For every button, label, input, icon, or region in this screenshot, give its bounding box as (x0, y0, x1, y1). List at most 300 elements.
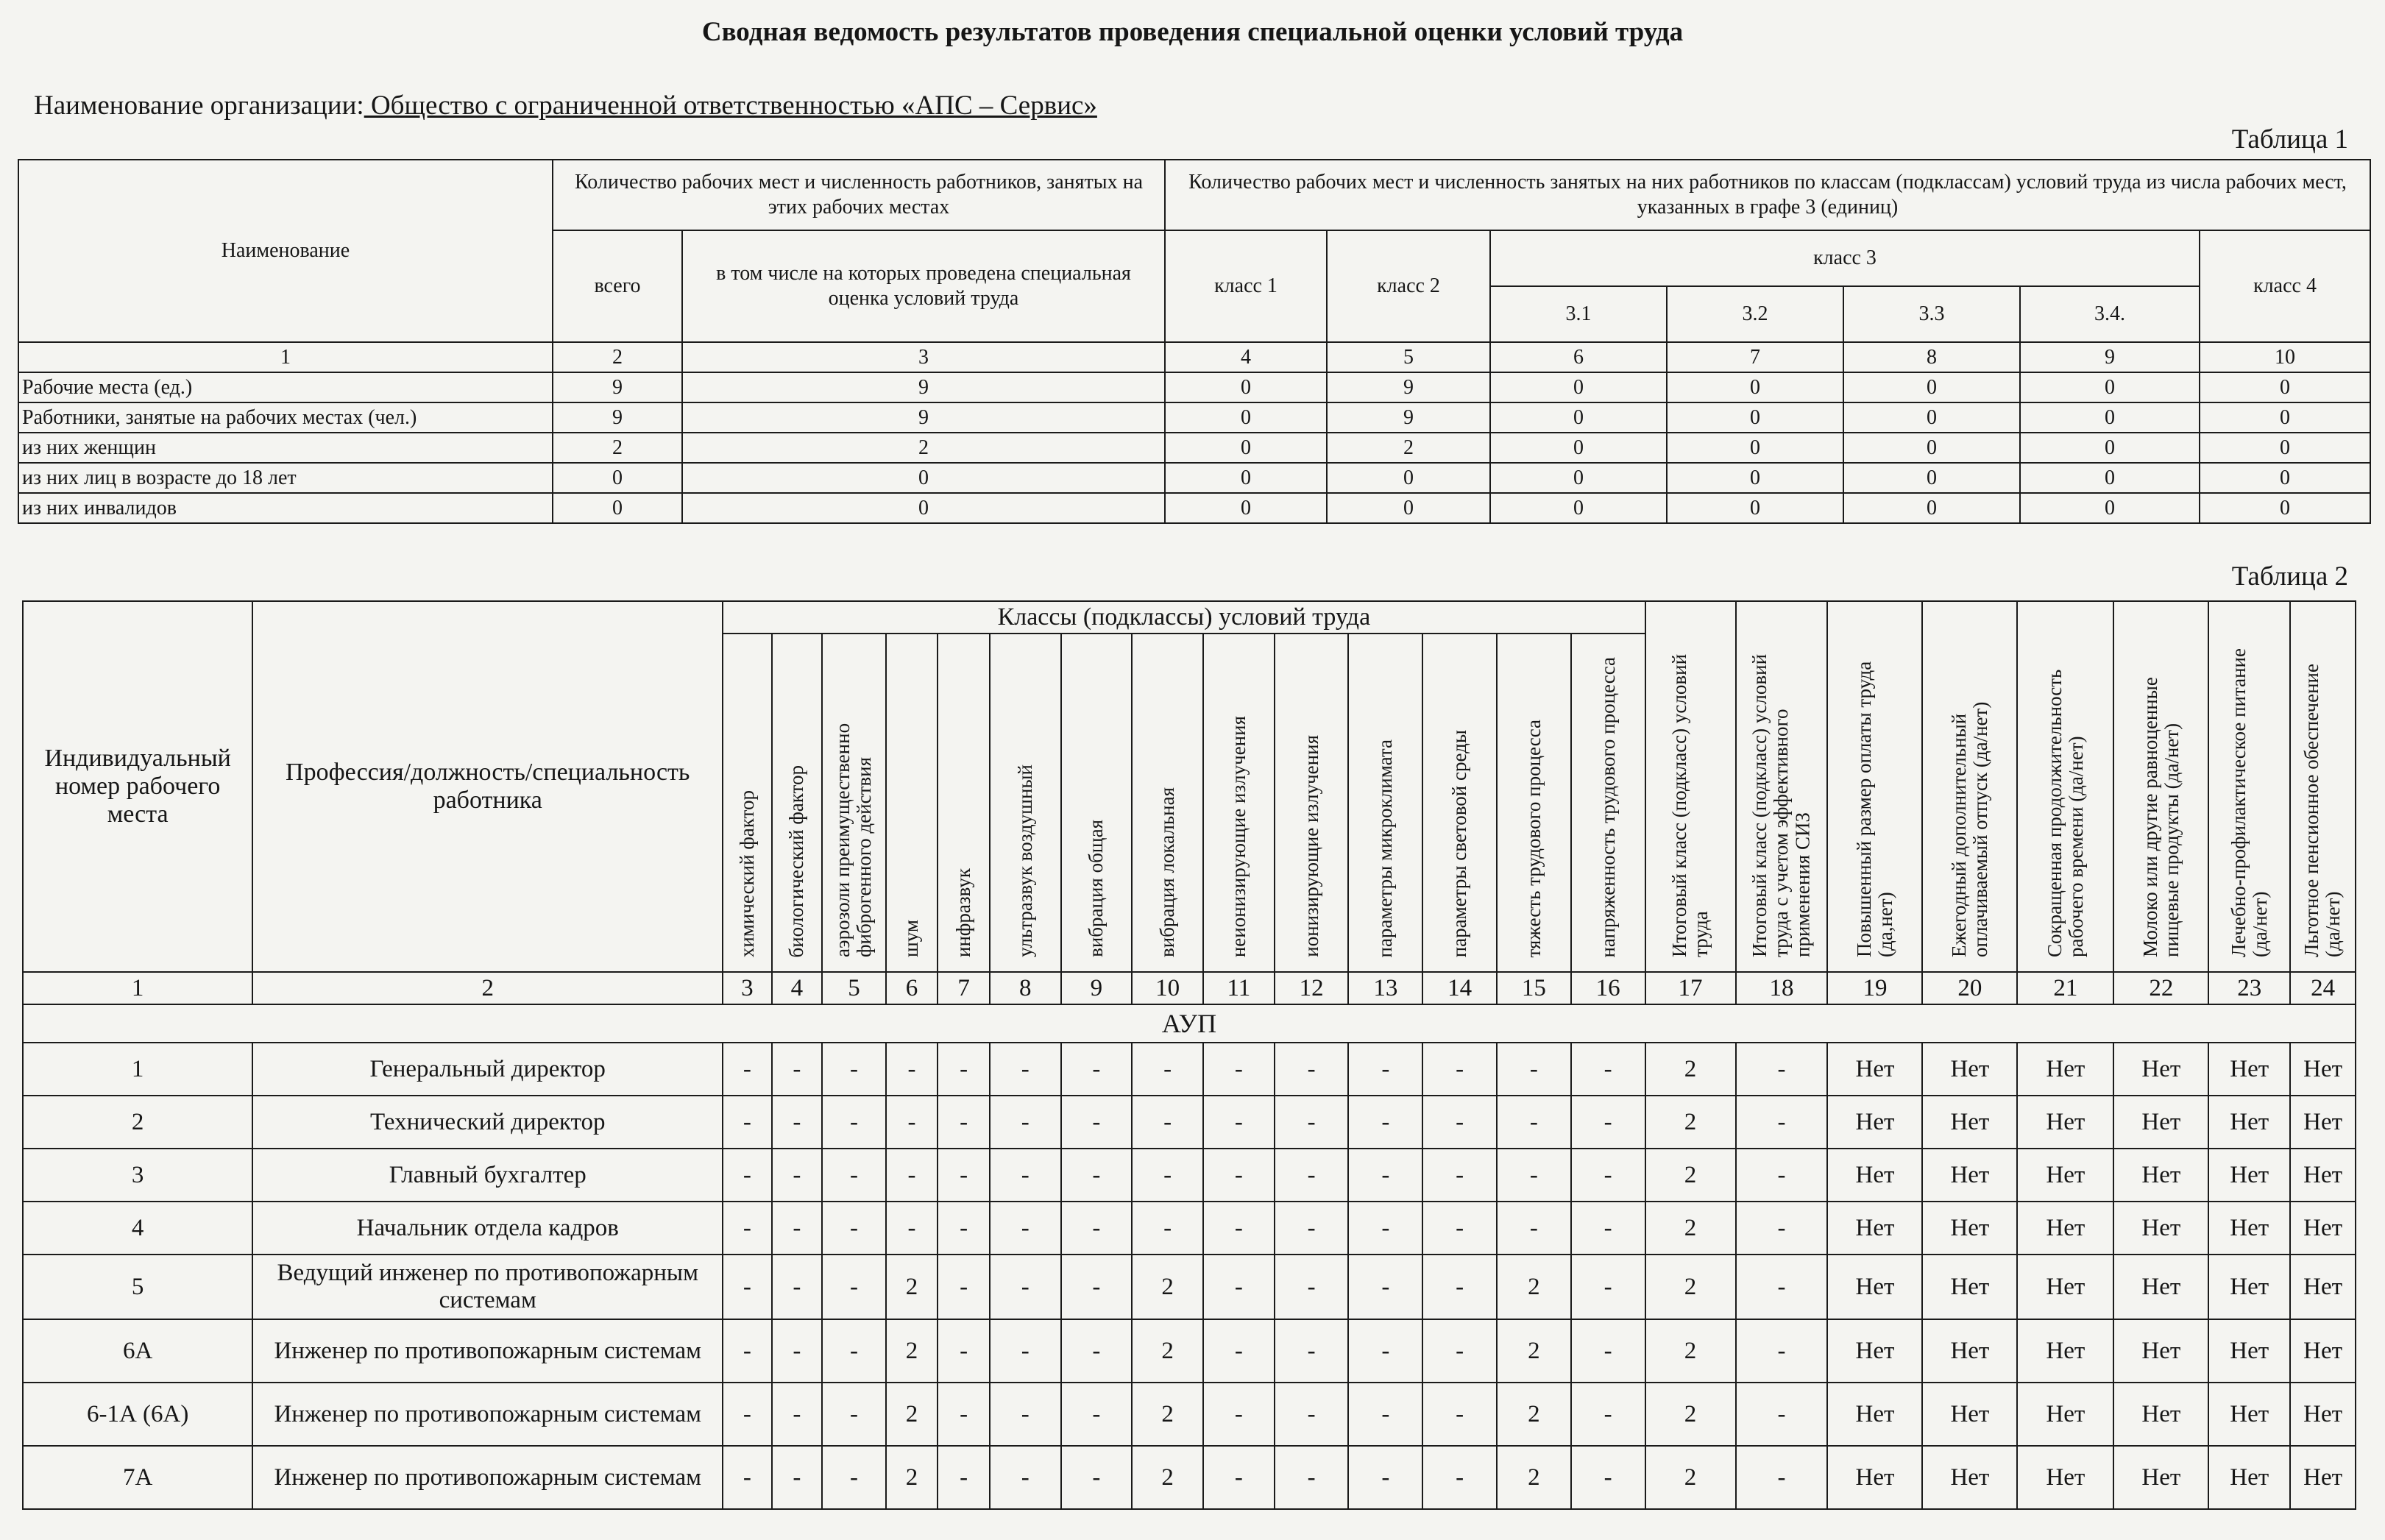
t2-header-factor-label: параметры микроклимата (1374, 739, 1397, 958)
t1-cell: 0 (2200, 463, 2370, 493)
t2-cell: Нет (1922, 1255, 2017, 1319)
t2-cell: - (822, 1383, 886, 1446)
t2-col-number: 16 (1571, 972, 1645, 1004)
t2-row-profession: Главный бухгалтер (252, 1149, 723, 1202)
t2-cell: Нет (1827, 1202, 1922, 1255)
t2-cell: - (772, 1096, 823, 1149)
t2-cell: - (1348, 1319, 1422, 1383)
t2-cell: - (1736, 1319, 1828, 1383)
t2-cell: - (1061, 1446, 1133, 1509)
t2-body (23, 1043, 2356, 1509)
t2-cell: - (822, 1446, 886, 1509)
t2-row-id: 5 (23, 1255, 252, 1319)
t2-cell: Нет (2208, 1096, 2290, 1149)
t2-cell: 2 (886, 1319, 938, 1383)
t2-cell: 2 (1497, 1446, 1571, 1509)
t2-header-extra-label: Ежегодный дополнительный оплачиваемый отпуск (да/нет) (1947, 701, 1991, 958)
t2-cell: Нет (1922, 1043, 2017, 1096)
t2-col-number: 24 (2290, 972, 2356, 1004)
t2-col-number: 7 (938, 972, 990, 1004)
t2-cell: - (886, 1202, 938, 1255)
t2-col-number: 22 (2113, 972, 2208, 1004)
t1-col-number: 1 (18, 342, 553, 372)
organization-label: Наименование организации: (34, 91, 364, 121)
t2-cell: Нет (1922, 1319, 2017, 1383)
t2-header-extra-label: Сокращенная продолжительность рабочего времени (да/нет) (2043, 669, 2087, 958)
t2-cell: - (723, 1319, 772, 1383)
t1-header-group2: Количество рабочих мест и численность занятых на них работников по классам (подклассам) условий труда из числа рабочих мест, указанных в графе 3 (единиц) (1165, 160, 2370, 230)
t2-cell: Нет (2208, 1043, 2290, 1096)
t1-row-name: из них инвалидов (18, 493, 553, 523)
t2-col-number: 3 (723, 972, 772, 1004)
t1-header-assessed: в том числе на которых проведена специальная оценка условий труда (682, 230, 1165, 342)
t2-cell: 2 (1645, 1383, 1736, 1446)
t2-cell: - (990, 1202, 1061, 1255)
t2-header-factor (723, 634, 772, 972)
t2-col-number: 12 (1275, 972, 1349, 1004)
t2-cell: - (1497, 1043, 1571, 1096)
t2-col-number: 17 (1645, 972, 1736, 1004)
t2-cell: 2 (1497, 1319, 1571, 1383)
t2-cell: - (822, 1202, 886, 1255)
t2-header-factor (822, 634, 886, 972)
t2-cell: 2 (886, 1255, 938, 1319)
t2-cell: 2 (1132, 1255, 1203, 1319)
t2-header-extra (1645, 601, 1736, 972)
t1-cell: 0 (1667, 433, 1843, 463)
t2-cell: - (1422, 1383, 1497, 1446)
t2-cell: Нет (2017, 1149, 2113, 1202)
t2-cell: Нет (2113, 1446, 2208, 1509)
t2-header-factor (1348, 634, 1422, 972)
t2-header-profession: Профессия/должность/специальность работника (252, 601, 723, 972)
t2-cell: - (1203, 1096, 1275, 1149)
t1-col-number: 10 (2200, 342, 2370, 372)
t2-cell: - (1571, 1202, 1645, 1255)
t2-cell: Нет (2017, 1096, 2113, 1149)
t2-cell: Нет (2017, 1319, 2113, 1383)
t2-cell: - (886, 1096, 938, 1149)
t2-header-factor (1422, 634, 1497, 972)
t2-header-extra-label: Итоговый класс (подкласс) условий труда с учетом эффективного применения СИЗ (1748, 654, 1814, 958)
t1-cell: 0 (1490, 433, 1667, 463)
t2-cell: - (1571, 1446, 1645, 1509)
t2-cell: - (772, 1255, 823, 1319)
t2-col-number: 21 (2017, 972, 2113, 1004)
t2-cell: - (990, 1383, 1061, 1446)
t1-header-sub: 3.2 (1667, 286, 1843, 342)
t2-cell: - (723, 1043, 772, 1096)
t2-header-extra (2113, 601, 2208, 972)
t1-cell: 0 (1165, 493, 1327, 523)
t2-header-extra-label: Повышенный размер оплаты труда (да,нет) (1852, 661, 1896, 958)
t2-cell: - (1061, 1319, 1133, 1383)
t2-col-number: 19 (1827, 972, 1922, 1004)
t1-cell: 9 (1327, 372, 1490, 402)
t2-cell: Нет (2290, 1383, 2356, 1446)
t2-header-extra-label: Итоговый класс (подкласс) условий труда (1668, 654, 1712, 958)
t2-header-id: Индивидуальный номер рабочего места (23, 601, 252, 972)
t2-header-factor (772, 634, 823, 972)
t2-row (23, 1319, 2356, 1383)
t2-row-id: 4 (23, 1202, 252, 1255)
t1-row (18, 433, 2370, 463)
t1-col-number: 6 (1490, 342, 1667, 372)
t2-cell: - (1061, 1383, 1133, 1446)
t2-cell: Нет (1827, 1043, 1922, 1096)
t2-cell: - (938, 1319, 990, 1383)
t2-header-factor-label: биологический фактор (785, 764, 808, 958)
t2-cell: Нет (2113, 1096, 2208, 1149)
t1-cell: 0 (2020, 493, 2200, 523)
t2-cell: - (1061, 1043, 1133, 1096)
t2-cell: - (1275, 1096, 1349, 1149)
t2-row (23, 1043, 2356, 1096)
t2-header-extra-label: Льготное пенсионное обеспечение (да/нет) (2300, 664, 2345, 958)
t2-cell: - (990, 1255, 1061, 1319)
t2-row-profession: Инженер по противопожарным системам (252, 1319, 723, 1383)
t2-cell: - (990, 1319, 1061, 1383)
t2-cell: Нет (2017, 1255, 2113, 1319)
t2-header-extra-label: Лечебно-профилактическое питание (да/нет) (2227, 648, 2271, 958)
t2-cell: - (1132, 1149, 1203, 1202)
t2-cell: Нет (2290, 1446, 2356, 1509)
t2-cell: 2 (1132, 1383, 1203, 1446)
t1-cell: 0 (553, 463, 682, 493)
t2-header-factor-label: неионизирующие излучения (1227, 715, 1250, 958)
t1-row-name: Рабочие места (ед.) (18, 372, 553, 402)
t2-cell: - (772, 1446, 823, 1509)
t2-cell: Нет (2208, 1446, 2290, 1509)
t1-col-number: 2 (553, 342, 682, 372)
t2-cell: - (723, 1202, 772, 1255)
t2-col-number: 20 (1922, 972, 2017, 1004)
t2-cell: Нет (1827, 1149, 1922, 1202)
t2-cell: 2 (1645, 1202, 1736, 1255)
t2-cell: - (1736, 1096, 1828, 1149)
t2-cell: - (1061, 1202, 1133, 1255)
t1-row (18, 402, 2370, 433)
t2-cell: - (1061, 1149, 1133, 1202)
t2-cell: Нет (2208, 1255, 2290, 1319)
t2-cell: - (1571, 1096, 1645, 1149)
t1-cell: 0 (2200, 493, 2370, 523)
t1-header-sub: 3.4. (2020, 286, 2200, 342)
t1-cell: 0 (1667, 463, 1843, 493)
t2-cell: - (938, 1149, 990, 1202)
t2-cell: Нет (2290, 1043, 2356, 1096)
t2-cell: - (723, 1383, 772, 1446)
t2-cell: - (1348, 1149, 1422, 1202)
t1-row-name: из них женщин (18, 433, 553, 463)
t2-col-number: 6 (886, 972, 938, 1004)
document-title: Сводная ведомость результатов проведения специальной оценки условий труда (701, 17, 1684, 47)
t2-cell: Нет (2290, 1202, 2356, 1255)
t2-cell: - (1422, 1446, 1497, 1509)
t1-cell: 0 (2020, 463, 2200, 493)
t2-cell: Нет (1922, 1446, 2017, 1509)
t1-cell: 0 (1165, 372, 1327, 402)
t2-row-profession: Инженер по противопожарным системам (252, 1383, 723, 1446)
t2-cell: - (1348, 1043, 1422, 1096)
t2-cell: - (1497, 1202, 1571, 1255)
t2-row (23, 1149, 2356, 1202)
t2-cell: - (772, 1149, 823, 1202)
t2-header-factor (1571, 634, 1645, 972)
t1-header-class4: класс 4 (2200, 230, 2370, 342)
t2-cell: Нет (2113, 1383, 2208, 1446)
t2-cell: Нет (2208, 1202, 2290, 1255)
t2-cell: - (1203, 1383, 1275, 1446)
t2-header-factor-label: ультразвук воздушный (1013, 764, 1036, 958)
t2-cell: Нет (2017, 1202, 2113, 1255)
t2-cell: - (938, 1202, 990, 1255)
t2-col-number: 11 (1203, 972, 1275, 1004)
t1-cell: 0 (1667, 493, 1843, 523)
t1-cell: 0 (682, 493, 1165, 523)
t1-header-sub: 3.3 (1843, 286, 2020, 342)
t2-cell: - (1275, 1202, 1349, 1255)
t1-body (18, 372, 2370, 523)
t2-cell: 2 (1645, 1319, 1736, 1383)
t2-cell: - (1422, 1096, 1497, 1149)
t2-cell: - (990, 1043, 1061, 1096)
t2-cell: - (1497, 1149, 1571, 1202)
t2-row (23, 1096, 2356, 1149)
t2-row (23, 1446, 2356, 1509)
t1-cell: 9 (553, 402, 682, 433)
t2-row-id: 3 (23, 1149, 252, 1202)
t2-header-factor (938, 634, 990, 972)
t2-header-factor-label: химический фактор (735, 789, 758, 958)
t2-cell: Нет (2113, 1319, 2208, 1383)
t2-header-extra (2017, 601, 2113, 972)
t2-header-factor (990, 634, 1061, 972)
t2-header-extra (2290, 601, 2356, 972)
t2-cell: Нет (2113, 1149, 2208, 1202)
t2-cell: Нет (2017, 1043, 2113, 1096)
t2-cell: - (822, 1255, 886, 1319)
t1-row (18, 493, 2370, 523)
table2-label: Таблица 2 (2231, 561, 2348, 592)
t2-cell: - (822, 1149, 886, 1202)
t1-cell: 0 (1165, 433, 1327, 463)
t2-cell: - (990, 1096, 1061, 1149)
t2-row-profession: Начальник отдела кадров (252, 1202, 723, 1255)
t2-col-number: 4 (772, 972, 823, 1004)
t2-cell: - (1422, 1149, 1497, 1202)
t1-cell: 0 (1490, 493, 1667, 523)
t2-cell: - (938, 1255, 990, 1319)
t2-header-extra-label: Молоко или другие равноценные пищевые продукты (да/нет) (2138, 677, 2183, 958)
t2-cell: Нет (1827, 1096, 1922, 1149)
t1-row-name: из них лиц в возрасте до 18 лет (18, 463, 553, 493)
t2-cell: - (772, 1319, 823, 1383)
t1-header-name: Наименование (18, 160, 553, 342)
t2-cell: - (1422, 1202, 1497, 1255)
t1-cell: 2 (553, 433, 682, 463)
t2-section-title: АУП (23, 1004, 2356, 1043)
t1-cell: 0 (2200, 372, 2370, 402)
t2-cell: - (1061, 1096, 1133, 1149)
t1-col-number: 3 (682, 342, 1165, 372)
t2-cell: Нет (1827, 1446, 1922, 1509)
t2-row-profession: Ведущий инженер по противопожарным системам (252, 1255, 723, 1319)
t2-cell: - (1132, 1096, 1203, 1149)
t2-cell: - (1736, 1383, 1828, 1446)
t2-header-factor-label: параметры световой среды (1448, 729, 1470, 958)
t2-cell: - (1736, 1149, 1828, 1202)
t2-row (23, 1383, 2356, 1446)
t2-cell: - (1348, 1255, 1422, 1319)
t2-col-number: 1 (23, 972, 252, 1004)
summary-table (18, 159, 2371, 524)
t1-cell: 9 (682, 402, 1165, 433)
t1-cell: 0 (1165, 402, 1327, 433)
t2-col-number: 2 (252, 972, 723, 1004)
t2-header-factor (1132, 634, 1203, 972)
t1-col-number: 4 (1165, 342, 1327, 372)
t2-cell: - (1061, 1255, 1133, 1319)
t2-cell: 2 (1645, 1149, 1736, 1202)
t1-cell: 0 (1490, 463, 1667, 493)
t1-header-class2: класс 2 (1327, 230, 1490, 342)
t2-cell: - (886, 1043, 938, 1096)
t1-cell: 9 (553, 372, 682, 402)
t1-row-name: Работники, занятые на рабочих местах (чел.) (18, 402, 553, 433)
workplace-table (22, 600, 2356, 1510)
t1-cell: 0 (2200, 433, 2370, 463)
t1-row (18, 463, 2370, 493)
t2-header-factor-label: аэрозоли преимущественно фиброгенного действия (832, 723, 876, 958)
t2-col-number: 23 (2208, 972, 2290, 1004)
t2-cell: 2 (1645, 1043, 1736, 1096)
t2-cell: - (723, 1096, 772, 1149)
t2-header-factor-label: шум (900, 920, 923, 958)
t1-cell: 0 (553, 493, 682, 523)
t2-cell: - (1571, 1383, 1645, 1446)
t2-row (23, 1255, 2356, 1319)
t1-cell: 0 (1165, 463, 1327, 493)
t2-col-number: 9 (1061, 972, 1133, 1004)
t2-row-profession: Генеральный директор (252, 1043, 723, 1096)
t2-cell: - (1203, 1202, 1275, 1255)
t2-cell: - (1203, 1043, 1275, 1096)
t2-header-extra (1827, 601, 1922, 972)
t2-cell: 2 (1645, 1446, 1736, 1509)
t2-header-factor (1203, 634, 1275, 972)
t2-cell: - (822, 1319, 886, 1383)
t2-header-extra (1922, 601, 2017, 972)
t2-cell: Нет (2208, 1149, 2290, 1202)
t2-cell: - (1203, 1255, 1275, 1319)
t2-cell: - (1348, 1446, 1422, 1509)
t2-cell: - (1132, 1043, 1203, 1096)
t2-cell: - (822, 1043, 886, 1096)
t2-cell: - (1422, 1319, 1497, 1383)
t2-cell: - (1736, 1043, 1828, 1096)
t2-col-number: 14 (1422, 972, 1497, 1004)
t2-cell: 2 (1497, 1383, 1571, 1446)
t2-header-extra (2208, 601, 2290, 972)
t2-cell: - (1571, 1319, 1645, 1383)
t2-cell: - (1422, 1255, 1497, 1319)
t1-cell: 9 (682, 372, 1165, 402)
t2-cell: 2 (886, 1446, 938, 1509)
t2-col-number: 15 (1497, 972, 1571, 1004)
t2-cell: - (772, 1043, 823, 1096)
t1-col-number: 7 (1667, 342, 1843, 372)
t2-header-factor-label: ионизирующие излучения (1300, 735, 1322, 958)
t1-col-number: 5 (1327, 342, 1490, 372)
t2-cell: - (1275, 1255, 1349, 1319)
t2-cell: Нет (2017, 1446, 2113, 1509)
t2-header-factor-label: тяжесть трудового процесса (1522, 719, 1545, 958)
t1-cell: 0 (1667, 402, 1843, 433)
t2-cell: Нет (1827, 1383, 1922, 1446)
t2-cell: - (938, 1043, 990, 1096)
t2-cell: - (938, 1446, 990, 1509)
t2-header-factor-label: вибрация общая (1085, 820, 1108, 958)
t2-cell: - (1736, 1202, 1828, 1255)
t1-header-class3: класс 3 (1490, 230, 2200, 286)
t1-cell: 0 (1843, 372, 2020, 402)
t2-cell: Нет (1922, 1096, 2017, 1149)
t2-cell: - (1348, 1096, 1422, 1149)
t2-cell: Нет (1922, 1149, 2017, 1202)
t1-row (18, 372, 2370, 402)
t2-row-id: 6-1А (6А) (23, 1383, 252, 1446)
t2-row-profession: Инженер по противопожарным системам (252, 1446, 723, 1509)
t2-row-profession: Технический директор (252, 1096, 723, 1149)
t2-cell: Нет (2113, 1255, 2208, 1319)
t2-cell: Нет (1922, 1383, 2017, 1446)
t2-cell: - (1275, 1149, 1349, 1202)
t2-cell: - (1571, 1149, 1645, 1202)
t1-cell: 0 (2020, 402, 2200, 433)
t1-header-sub: 3.1 (1490, 286, 1667, 342)
t2-header-factor (1061, 634, 1133, 972)
t2-header-classes: Классы (подклассы) условий труда (723, 601, 1645, 634)
t2-row-id: 6А (23, 1319, 252, 1383)
t2-cell: Нет (2017, 1383, 2113, 1446)
t1-cell: 0 (1843, 463, 2020, 493)
t2-cell: - (772, 1202, 823, 1255)
t2-cell: - (1275, 1446, 1349, 1509)
t2-cell: Нет (2113, 1043, 2208, 1096)
t2-col-number: 10 (1132, 972, 1203, 1004)
t1-cell: 0 (1843, 402, 2020, 433)
t2-cell: - (1348, 1383, 1422, 1446)
t2-cell: Нет (1827, 1255, 1922, 1319)
t1-cell: 0 (1843, 433, 2020, 463)
t1-cell: 0 (1843, 493, 2020, 523)
t2-cell: - (822, 1096, 886, 1149)
t1-cell: 9 (1327, 402, 1490, 433)
t2-cell: 2 (1645, 1096, 1736, 1149)
t1-cell: 0 (1667, 372, 1843, 402)
t2-cell: Нет (1922, 1202, 2017, 1255)
t2-cell: 2 (886, 1383, 938, 1446)
t2-header-factor-label: инфразвук (951, 868, 974, 958)
t2-cell: 2 (1497, 1255, 1571, 1319)
t2-cell: - (1275, 1043, 1349, 1096)
t2-cell: Нет (2113, 1202, 2208, 1255)
t2-cell: Нет (2208, 1383, 2290, 1446)
t1-cell: 0 (1327, 493, 1490, 523)
t2-header-factor-label: вибрация локальная (1156, 787, 1179, 958)
t2-row-id: 1 (23, 1043, 252, 1096)
